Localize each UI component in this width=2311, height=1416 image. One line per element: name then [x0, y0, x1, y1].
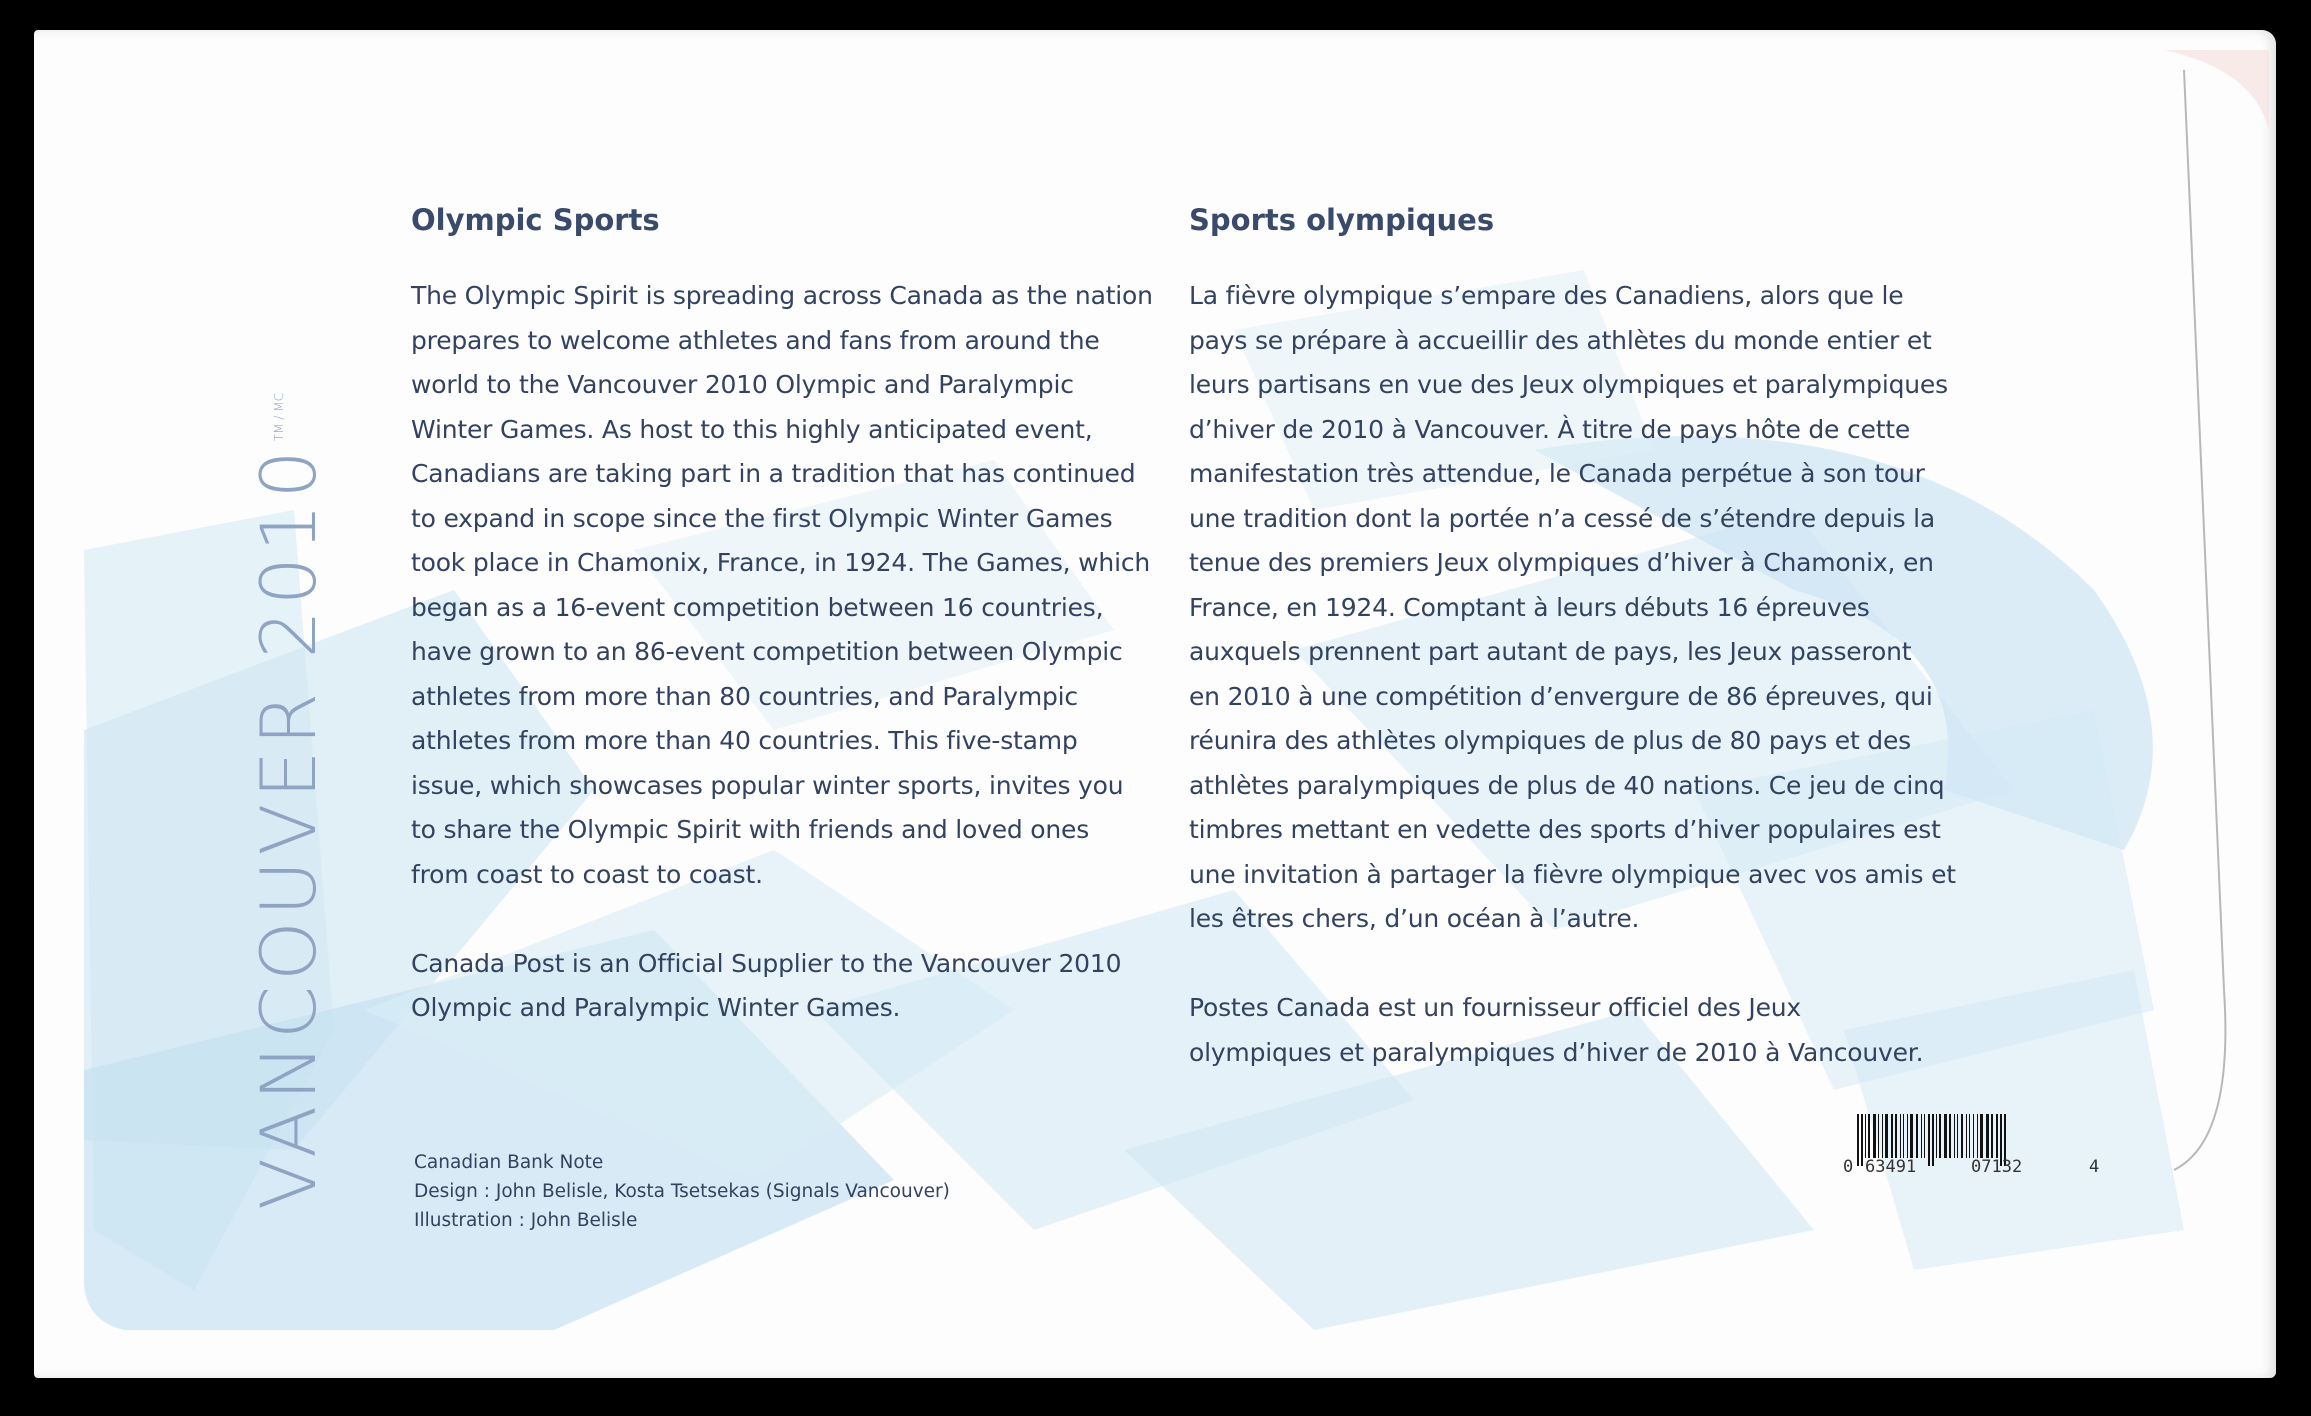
text-line: issue, which showcases popular winter sports, invites you: [411, 770, 1124, 800]
english-paragraph-1: [411, 274, 1181, 897]
text-line: Postes Canada est un fournisseur officiel des Jeux: [1189, 993, 1802, 1022]
text-line: auxquels prennent part autant de pays, les Jeux passeront: [1189, 637, 1912, 666]
barcode-bar: [1973, 1114, 1974, 1158]
barcode-bar: [1910, 1114, 1913, 1158]
barcode-bar: [1916, 1114, 1918, 1158]
text-line: Winter Games. As host to this highly anticipated event,: [411, 414, 1093, 444]
text-line: Canadians are taking part in a tradition that has continued: [411, 459, 1136, 488]
text-line: to expand in scope since the first Olympic Winter Games: [411, 503, 1113, 533]
barcode-bar: [1954, 1114, 1955, 1158]
english-text-column: [411, 200, 1181, 1031]
barcode-check-digit: 4: [2089, 1157, 2100, 1177]
barcode-bar: [1900, 1114, 1901, 1158]
text-line: les êtres chers, d’un océan à l’autre.: [1189, 904, 1640, 933]
barcode-bar: [1891, 1114, 1893, 1158]
barcode-bar: [1957, 1114, 1958, 1158]
barcode-bar: [1882, 1114, 1883, 1158]
text-line: have grown to an 86-event competition between Olympic: [411, 637, 1123, 666]
text-line: from coast to coast to coast.: [411, 859, 763, 889]
text-line: began as a 16-event competition between 16 countries,: [411, 592, 1104, 622]
barcode-bar: [1936, 1114, 1937, 1158]
text-line: olympiques et paralympiques d’hiver de 2010 à Vancouver.: [1189, 1037, 1924, 1067]
text-line: athletes from more than 40 countries. This five-stamp: [411, 726, 1078, 755]
barcode-bar: [1873, 1114, 1876, 1158]
barcode-bar: [1949, 1114, 1951, 1158]
design-credit: Design : John Belisle, Kosta Tsetsekas (Signals Vancouver): [414, 1181, 950, 1202]
text-line: une invitation à partager la fièvre olympique avec vos amis et: [1189, 859, 1956, 889]
text-line: manifestation très attendue, le Canada perpétue à son tour: [1189, 459, 1925, 488]
text-line: to share the Olympic Spirit with friends and loved ones: [411, 815, 1090, 844]
barcode-bar: [1996, 1114, 1998, 1158]
illustration-credit: Illustration : John Belisle: [414, 1210, 638, 1231]
text-line: réunira des athlètes olympiques de plus de 80 pays et des: [1189, 726, 1911, 755]
barcode-bar: [1907, 1114, 1908, 1158]
barcode-bar: [1966, 1114, 1967, 1158]
printer-credit: Canadian Bank Note: [414, 1152, 604, 1173]
barcode-bar: [1895, 1114, 1897, 1158]
text-line: athletes from more than 80 countries, and Paralympic: [411, 681, 1078, 711]
english-paragraph-2: [411, 942, 1181, 1031]
vancouver-2010-vertical-mark: VANCOUVER $2010^{TM / MC}$: [244, 393, 333, 1210]
barcode-bar: [1961, 1114, 1963, 1158]
text-line: d’hiver de 2010 à Vancouver. À titre de pays hôte de cette: [1189, 414, 1911, 444]
french-heading: Sports olympiques: [1189, 203, 1495, 237]
text-line: took place in Chamonix, France, in 1924. The Games, which: [411, 548, 1151, 577]
barcode-first-digit: 0: [1843, 1157, 1854, 1177]
barcode-bar: [1885, 1114, 1888, 1158]
french-text-column: [1189, 200, 1989, 1075]
barcode-bar: [1878, 1114, 1879, 1158]
text-line: La fièvre olympique s’empare des Canadiens, alors que le: [1189, 281, 1904, 310]
barcode-bar: [1868, 1114, 1870, 1158]
text-line: tenue des premiers Jeux olympiques d’hiver à Chamonix, en: [1189, 548, 1934, 577]
barcode-right-group: 07132: [1971, 1157, 2023, 1177]
text-line: en 2010 à une compétition d’envergure de 86 épreuves, qui: [1189, 681, 1933, 711]
barcode-digits: [1843, 1157, 2103, 1181]
text-line: world to the Vancouver 2010 Olympic and Paralympic: [411, 370, 1074, 399]
text-line: pays se prépare à accueillir des athlètes du monde entier et: [1189, 325, 1932, 355]
barcode-bar: [1980, 1114, 1983, 1158]
barcode-bar: [1903, 1114, 1904, 1158]
text-line: leurs partisans en vue des Jeux olympiques et paralympiques: [1189, 370, 1948, 399]
text-line: prepares to welcome athletes and fans from around the: [411, 325, 1100, 355]
production-credits: [414, 1148, 950, 1235]
english-heading: Olympic Sports: [411, 203, 660, 237]
barcode-bar: [1969, 1114, 1970, 1158]
french-paragraph-1: [1189, 274, 1989, 942]
paragraph-gap: [411, 897, 1181, 942]
barcode-bar: [1991, 1114, 1993, 1158]
barcode-bar: [1865, 1114, 1866, 1158]
barcode-bar: [1939, 1114, 1941, 1158]
text-line: athlètes paralympiques de plus de 40 nations. Ce jeu de cinq: [1189, 770, 1945, 800]
text-line: Canada Post is an Official Supplier to the Vancouver 2010: [411, 948, 1122, 978]
barcode-bar: [1921, 1114, 1922, 1158]
text-line: timbres mettant en vedette des sports d’hiver populaires est: [1189, 815, 1941, 844]
french-paragraph-2: [1189, 986, 1989, 1075]
text-line: une tradition dont la portée n’a cessé de s’étendre depuis la: [1189, 503, 1936, 533]
text-line: The Olympic Spirit is spreading across Canada as the nation: [411, 281, 1153, 310]
text-line: France, en 1924. Comptant à leurs débuts 16 épreuves: [1189, 592, 1870, 622]
text-line: Olympic and Paralympic Winter Games.: [411, 993, 901, 1022]
paragraph-gap: [1189, 942, 1989, 987]
barcode-bar: [1977, 1114, 1978, 1158]
barcode-bar: [1944, 1114, 1947, 1158]
barcode-bar: [1986, 1114, 1989, 1158]
barcode-left-group: 63491: [1865, 1157, 1917, 1177]
barcode-bar: [1924, 1114, 1925, 1158]
